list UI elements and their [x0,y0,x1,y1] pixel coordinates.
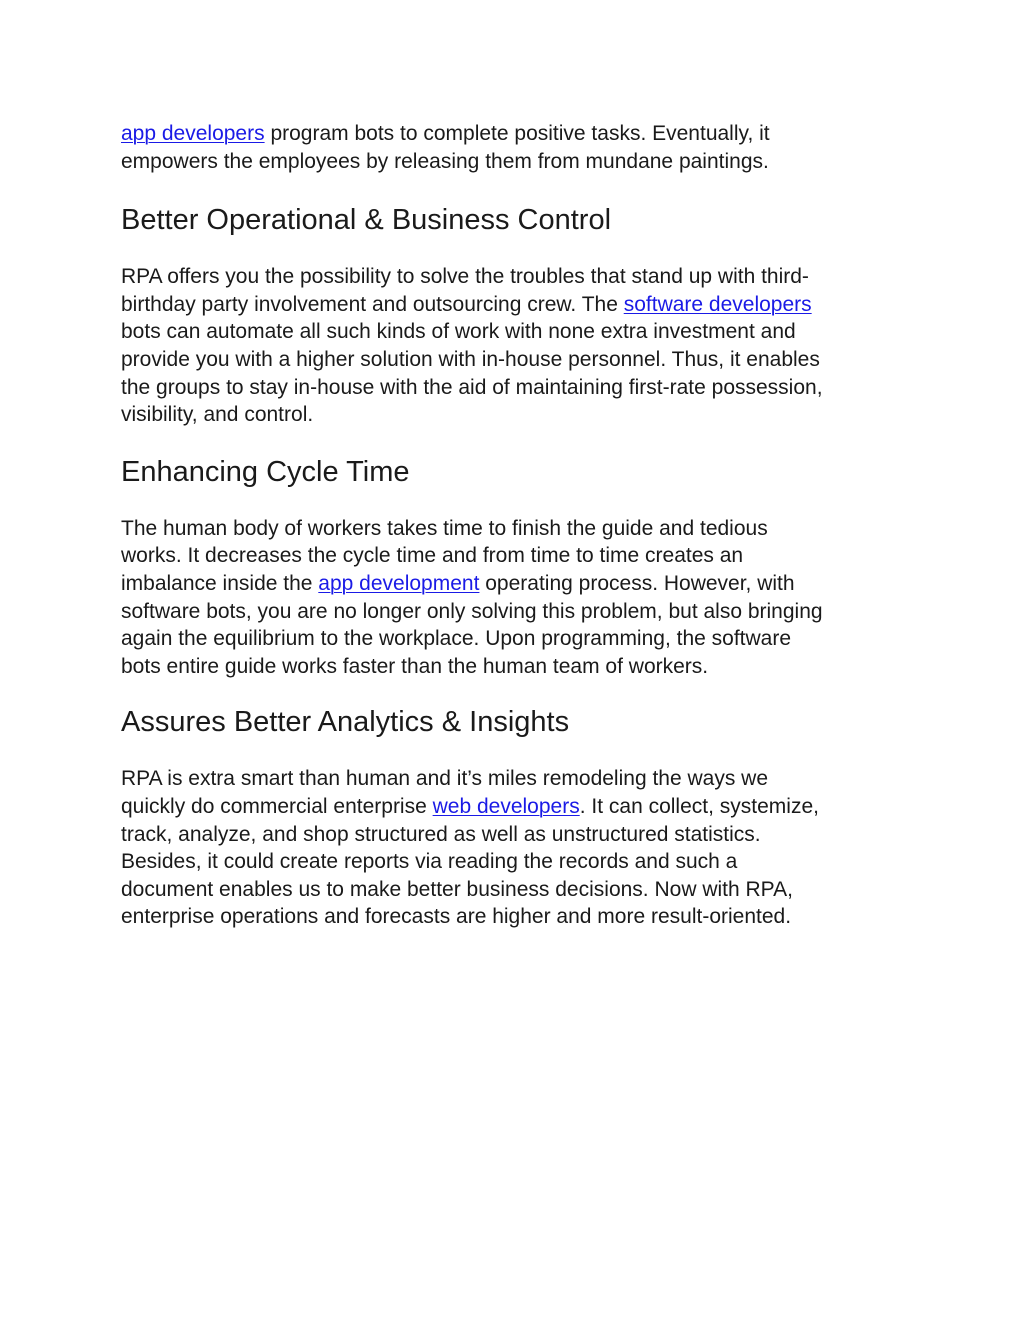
paragraph-line: The human body of workers takes time to finish the guide and tedious [121,516,768,540]
paragraph-line [121,291,921,319]
document-page [121,120,921,931]
section-heading-cycle-time: Enhancing Cycle Time [121,455,410,488]
paragraph-line: RPA is extra smart than human and it’s miles remodeling the ways we [121,767,769,791]
app-developers-link[interactable]: app developers [121,122,265,145]
paragraph-line: enterprise operations and forecasts are higher and more result-oriented. [121,905,792,929]
paragraph-line: bots entire guide works faster than the human team of workers. [121,654,709,678]
paragraph-line: the groups to stay in-house with the aid of maintaining first-rate possession, [121,375,823,399]
paragraph-line-text: quickly do commercial enterprise [121,794,433,818]
paragraph-line-text: operating process. However, with [479,571,795,595]
paragraph-line [121,570,921,598]
section-paragraph-operational-control [121,263,921,429]
paragraph-line: software bots, you are no longer only solving this problem, but also bringing [121,599,823,623]
section-heading-operational-control: Better Operational & Business Control [121,204,612,237]
paragraph-line: provide you with a higher solution with in-house personnel. Thus, it enables [121,347,820,371]
paragraph-line: bots can automate all such kinds of work with none extra investment and [121,320,796,344]
paragraph-line-text: birthday party involvement and outsourcing crew. The [121,292,624,316]
paragraph-line: again the equilibrium to the workplace. Upon programming, the software [121,627,792,651]
section-paragraph-analytics-insights [121,765,921,931]
intro-paragraph [121,120,921,175]
intro-line-1-text: program bots to complete positive tasks. Eventually, it [264,122,770,145]
paragraph-line-text: . It can collect, systemize, [579,794,819,818]
paragraph-line [121,793,921,821]
paragraph-line-text: imbalance inside the [121,571,319,595]
app-development-link[interactable]: app development [318,571,480,595]
intro-line-2: empowers the employees by releasing them from mundane paintings. [121,149,769,173]
paragraph-line: visibility, and control. [121,403,314,427]
paragraph-line: track, analyze, and shop structured as well as unstructured statistics. [121,822,761,846]
paragraph-line: RPA offers you the possibility to solve the troubles that stand up with third- [121,265,809,289]
paragraph-line: works. It decreases the cycle time and from time to time creates an [121,544,744,568]
software-developers-link[interactable]: software developers [623,292,812,316]
intro-line-1 [121,120,921,148]
web-developers-link[interactable]: web developers [432,794,580,818]
paragraph-line: Besides, it could create reports via reading the records and such a [121,850,738,874]
section-heading-analytics-insights: Assures Better Analytics & Insights [121,706,570,739]
section-paragraph-cycle-time [121,515,921,681]
paragraph-line: document enables us to make better business decisions. Now with RPA, [121,877,793,901]
